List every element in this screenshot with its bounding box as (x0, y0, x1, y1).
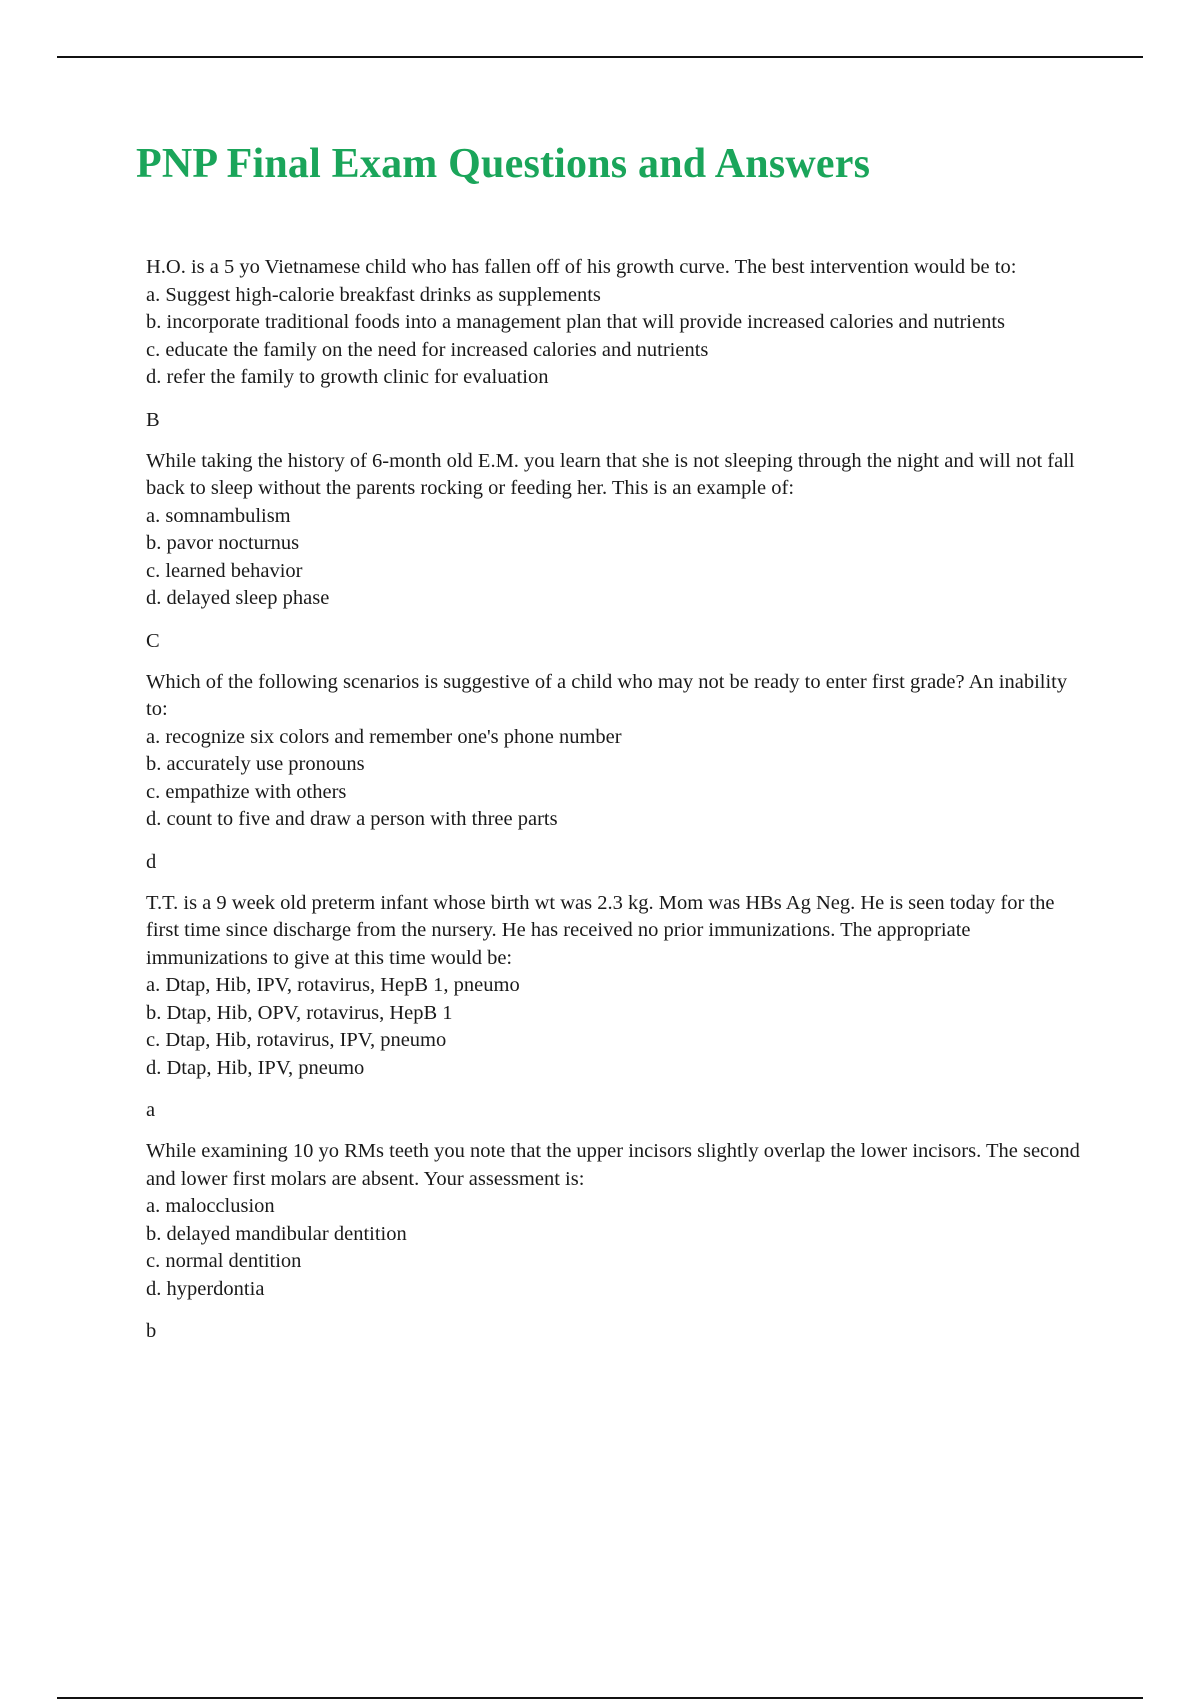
question-text: Which of the following scenarios is suggestive of a child who may not be ready to enter first grade? An inability to: (146, 670, 1068, 720)
option-c: c. Dtap, Hib, rotavirus, IPV, pneumo (146, 1029, 447, 1051)
question-list (146, 254, 1086, 1359)
option-b: b. incorporate traditional foods into a management plan that will provide increased calories and nutrients (146, 311, 1006, 333)
option-d: d. hyperdontia (146, 1277, 265, 1300)
answer: a (146, 1099, 156, 1121)
option-c: c. empathize with others (146, 780, 347, 803)
option-a: a. Dtap, Hib, IPV, rotavirus, HepB 1, pneumo (146, 974, 520, 996)
option-b: b. delayed mandibular dentition (146, 1222, 407, 1245)
question-text: While examining 10 yo RMs teeth you note that the upper incisors slightly overlap the lower incisors. The second and lower first molars are absent. Your assessment is: (146, 1140, 1080, 1190)
answer: d (146, 850, 157, 873)
question-block (146, 1138, 1086, 1345)
option-d: d. Dtap, Hib, IPV, pneumo (146, 1056, 365, 1079)
question-text: T.T. is a 9 week old preterm infant whose birth wt was 2.3 kg. Mom was HBs Ag Neg. He is seen today for the first time since discharge from the nursery. He has received no prior immunizations. The appropriate immunizations to give at this time would be: (146, 891, 1055, 969)
question-text: H.O. is a 5 yo Vietnamese child who has fallen off of his growth curve. The best intervention would be to: (146, 256, 1017, 278)
question-block (146, 254, 1086, 434)
option-a: a. malocclusion (146, 1195, 275, 1217)
answer: b (146, 1320, 157, 1342)
option-c: c. educate the family on the need for increased calories and nutrients (146, 338, 709, 361)
question-block (146, 669, 1086, 876)
option-a: a. recognize six colors and remember one's phone number (146, 725, 622, 748)
option-b: b. accurately use pronouns (146, 753, 365, 775)
option-a: a. somnambulism (146, 504, 291, 527)
option-b: b. pavor nocturnus (146, 532, 300, 554)
question-text: While taking the history of 6-month old E.M. you learn that she is not sleeping through the night and will not fall back to sleep without the parents rocking or feeding her. This is an example of: (146, 449, 1075, 499)
option-c: c. normal dentition (146, 1250, 302, 1272)
option-c: c. learned behavior (146, 559, 303, 582)
option-b: b. Dtap, Hib, OPV, rotavirus, HepB 1 (146, 1001, 453, 1024)
question-block (146, 448, 1086, 655)
option-d: d. refer the family to growth clinic for evaluation (146, 366, 549, 388)
answer: C (146, 629, 160, 652)
option-d: d. count to five and draw a person with three parts (146, 808, 558, 830)
document-title: PNP Final Exam Questions and Answers (136, 141, 871, 187)
top-rule (57, 56, 1143, 58)
option-d: d. delayed sleep phase (146, 587, 330, 609)
option-a: a. Suggest high-calorie breakfast drinks as supplements (146, 283, 601, 306)
bottom-rule (57, 1697, 1143, 1699)
answer: B (146, 408, 160, 431)
question-block (146, 890, 1086, 1125)
